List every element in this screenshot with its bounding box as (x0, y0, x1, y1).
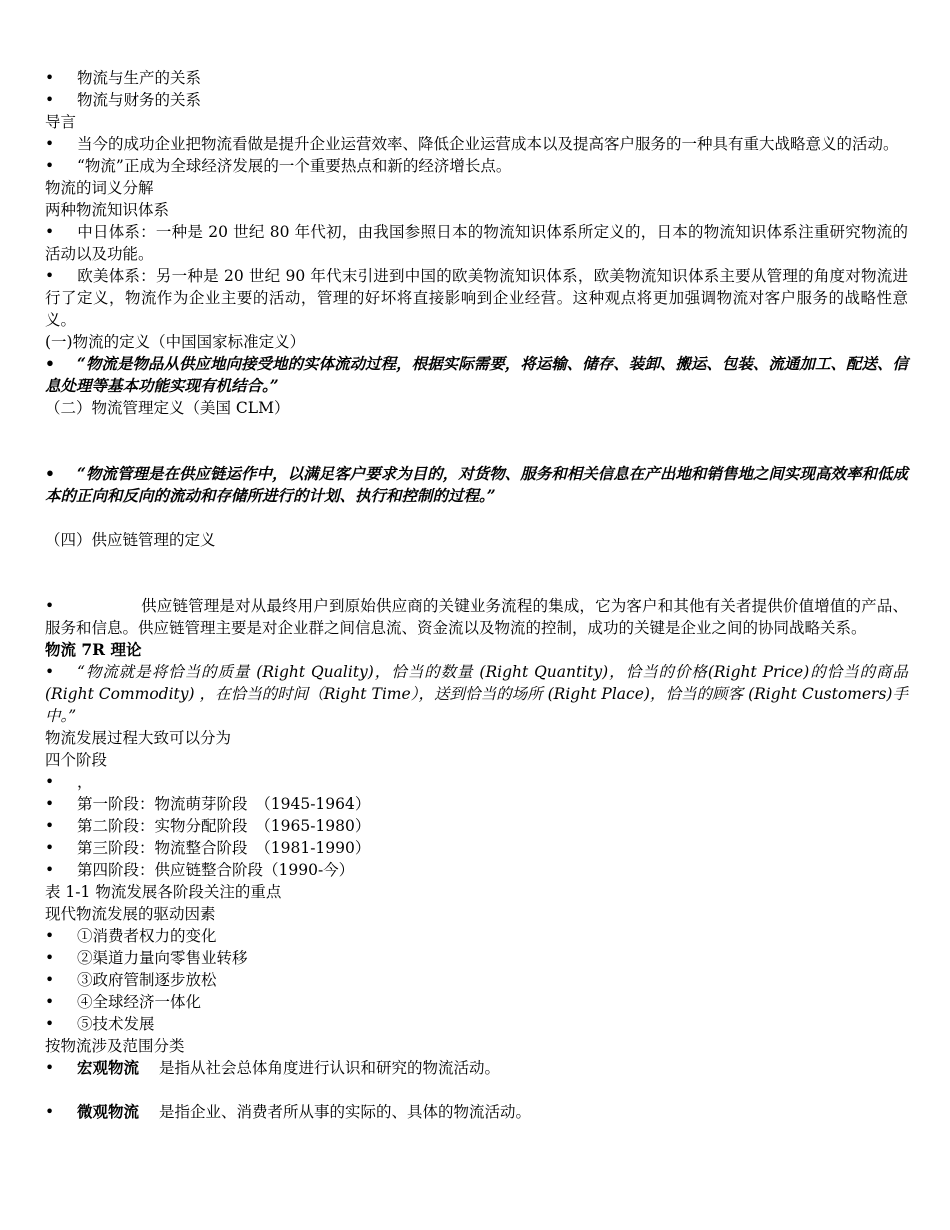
bullet-marker: • (45, 464, 55, 483)
bullet-item (45, 991, 908, 1013)
bullet-item (45, 771, 908, 793)
paragraph-text: 供应链管理是对从最终用户到原始供应商的关键业务流程的集成，它为客户和其他有关者提供价值增值的产品、服务和信息。供应链管理主要是对企业群之间信息流、资金流以及物流的控制，成功的关键是企业之间的协同战略关系。 (45, 597, 908, 637)
term: 微观物流 (77, 1102, 140, 1121)
bullet-text: 物流与财务的关系 (77, 91, 202, 109)
heading: 四个阶段 (45, 751, 108, 769)
bullet-marker: • (45, 354, 55, 373)
bullet-marker: • (45, 1103, 55, 1121)
bullet-text: 第四阶段：供应链整合阶段（1990-今） (77, 861, 355, 879)
bullet-marker: • (45, 927, 55, 945)
bullet-text: ③政府管制逐步放松 (77, 971, 217, 989)
bullet-marker: • (45, 817, 55, 835)
bullet-marker: • (45, 1015, 55, 1033)
bullet-marker: • (45, 949, 55, 967)
spacer (45, 551, 908, 595)
heading: 导言 (45, 113, 77, 131)
bullet-marker: • (45, 223, 55, 241)
bullet-marker: • (45, 861, 55, 879)
bullet-text: 是指从社会总体角度进行认识和研究的物流活动。 (159, 1059, 501, 1077)
definition-quote (45, 463, 908, 507)
heading: 物流 7R 理论 (45, 640, 142, 659)
bullet-text: ①消费者权力的变化 (77, 927, 217, 945)
definition-quote (45, 353, 908, 397)
bullet-text: 第三阶段：物流整合阶段 （1981-1990） (77, 839, 371, 857)
bullet-item (45, 1013, 908, 1035)
bullet-marker: • (45, 157, 55, 175)
heading: （二）物流管理定义（美国 CLM） (45, 399, 290, 417)
heading: 现代物流发展的驱动因素 (45, 905, 216, 923)
bullet-item (45, 969, 908, 991)
bullet-marker: • (45, 135, 55, 153)
bullet-item (45, 925, 908, 947)
bullet-item (45, 947, 908, 969)
term: 宏观物流 (77, 1058, 140, 1077)
heading: 按物流涉及范围分类 (45, 1037, 185, 1055)
bullet-text: 第一阶段：物流萌芽阶段 （1945-1964） (77, 795, 371, 813)
document-body (45, 67, 908, 1123)
bullet-paragraph (45, 133, 908, 155)
bullet-text: ， (77, 773, 93, 791)
bullet-item (45, 859, 908, 881)
bullet-text: 物流与生产的关系 (77, 69, 202, 87)
heading: 物流的词义分解 (45, 179, 154, 197)
bullet-text: 是指企业、消费者所从事的实际的、具体的物流活动。 (159, 1103, 532, 1121)
heading: （四）供应链管理的定义 (45, 531, 216, 549)
spacer (45, 1079, 908, 1101)
bullet-paragraph (45, 221, 908, 265)
bullet-marker: • (45, 795, 55, 813)
heading: (一)物流的定义（中国国家标准定义） (45, 333, 306, 351)
bullet-item (45, 67, 908, 89)
bullet-text: ④全球经济一体化 (77, 993, 202, 1011)
bullet-text: ⑤技术发展 (77, 1015, 155, 1033)
bullet-item (45, 815, 908, 837)
heading: 两种物流知识体系 (45, 201, 170, 219)
bullet-marker: • (45, 91, 55, 109)
table-caption: 表 1-1 物流发展各阶段关注的重点 (45, 883, 282, 901)
bullet-text: “物流”正成为全球经济发展的一个重要热点和新的经济增长点。 (77, 157, 512, 175)
bullet-paragraph (45, 265, 908, 331)
bullet-marker: • (45, 267, 55, 285)
spacer (45, 507, 908, 529)
quote-text: “物流就是将恰当的质量 (Right Quality)，恰当的数量 (Right Quantity)，恰当的价格(Right Price)的恰当的商品 (Right Commodity) ，在恰当的时间（Right Time），送到恰当的场所 (Right Place)，恰当的顾客 (Right Customers)手中。” (45, 663, 908, 725)
bullet-text: 第二阶段：实物分配阶段 （1965-1980） (77, 817, 371, 835)
bullet-item (45, 837, 908, 859)
bullet-marker: • (45, 839, 55, 857)
bullet-item (45, 1101, 908, 1123)
quote-text: “物流管理是在供应链运作中，以满足客户要求为目的，对货物、服务和相关信息在产出地和销售地之间实现高效率和低成本的正向和反向的流动和存储所进行的计划、执行和控制的过程。” (45, 464, 908, 505)
bullet-item (45, 793, 908, 815)
bullet-marker: • (45, 69, 55, 87)
paragraph-text: 欧美体系：另一种是 20 世纪 90 年代末引进到中国的欧美物流知识体系，欧美物流知识体系主要从管理的角度对物流进行了定义，物流作为企业主要的活动，管理的好坏将直接影响到企业经营。这种观点将更加强调物流对客户服务的战略性意义。 (45, 267, 908, 329)
bullet-marker: • (45, 993, 55, 1011)
quote-text: “物流是物品从供应地向接受地的实体流动过程，根据实际需要，将运输、储存、装卸、搬运、包装、流通加工、配送、信息处理等基本功能实现有机结合。” (45, 354, 908, 395)
paragraph-text: 当今的成功企业把物流看做是提升企业运营效率、降低企业运营成本以及提高客户服务的一种具有重大战略意义的活动。 (77, 135, 899, 153)
bullet-marker: • (45, 597, 55, 615)
bullet-marker: • (45, 663, 55, 681)
paragraph-text: 中日体系：一种是 20 世纪 80 年代初，由我国参照日本的物流知识体系所定义的，日本的物流知识体系注重研究物流的活动以及功能。 (45, 223, 908, 263)
bullet-marker: • (45, 1059, 55, 1077)
bullet-marker: • (45, 773, 55, 791)
heading: 物流发展过程大致可以分为 (45, 729, 232, 747)
bullet-text: ②渠道力量向零售业转移 (77, 949, 248, 967)
spacer (45, 419, 908, 463)
bullet-item (45, 1057, 908, 1079)
definition-quote (45, 661, 908, 727)
bullet-paragraph (45, 595, 908, 639)
bullet-marker: • (45, 971, 55, 989)
bullet-item (45, 89, 908, 111)
bullet-item (45, 155, 908, 177)
